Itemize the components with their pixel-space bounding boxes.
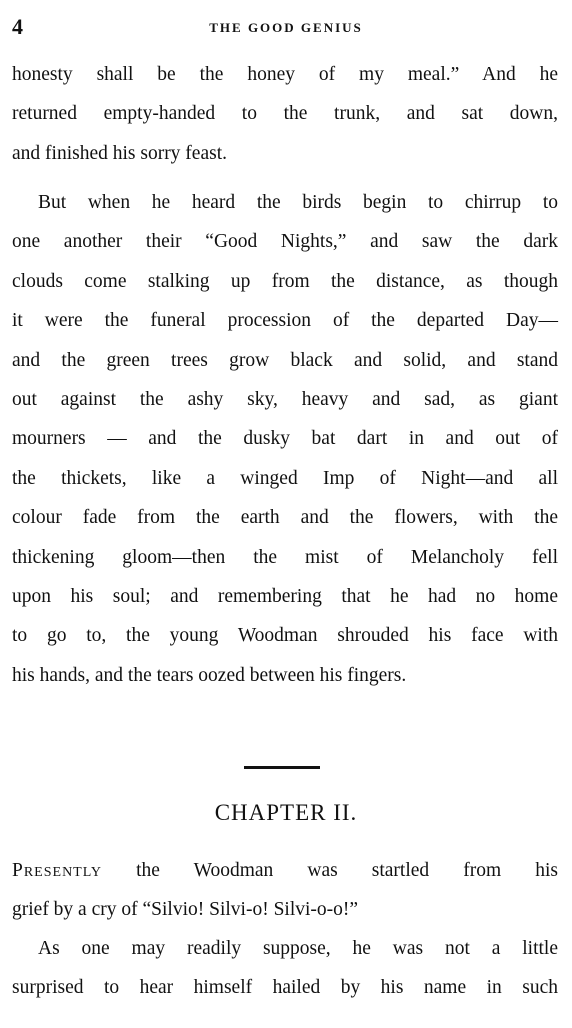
text-line: out against the ashy sky, heavy and sad, as giant [12, 389, 558, 411]
text-line: one another their “Good Nights,” and saw the dark [12, 231, 558, 253]
text-line: upon his soul; and remembering that he had no home [12, 586, 558, 608]
text-line: his hands, and the tears oozed between his fingers. [12, 664, 407, 686]
paragraph [12, 929, 558, 1008]
paragraph [12, 55, 558, 173]
text-line: colour fade from the earth and the flowers, with the [12, 507, 558, 529]
text-line: surprised to hear himself hailed by his name in such [12, 977, 558, 999]
text-line: and finished his sorry feast. [12, 142, 227, 164]
text-line: honesty shall be the honey of my meal.” And he [12, 64, 558, 85]
running-head: THE GOOD GENIUS [209, 20, 363, 35]
text-line: thickening gloom—then the mist of Melancholy fell [12, 546, 558, 568]
text-line: mourners — and the dusky bat dart in and out of [12, 428, 558, 450]
text-line: But when he heard the birds begin to chirrup to [38, 192, 558, 213]
paragraph [12, 183, 558, 695]
text-line-rest: the Woodman was startled from his [102, 860, 558, 881]
text-line: and the green trees grow black and solid, and stand [12, 349, 558, 371]
page-header [12, 14, 560, 42]
small-caps-opening-word: Presently [12, 860, 102, 881]
text-line: it were the funeral procession of the departed Day— [12, 310, 558, 332]
text-line: to go to, the young Woodman shrouded his face with [12, 625, 558, 647]
text-line: As one may readily suppose, he was not a little [38, 938, 558, 959]
text-line: the thickets, like a winged Imp of Night—and all [12, 467, 558, 489]
page-number: 4 [12, 14, 23, 39]
text-line: clouds come stalking up from the distance, as though [12, 270, 558, 292]
text-line: returned empty-handed to the trunk, and sat down, [12, 103, 558, 125]
section-divider [244, 766, 320, 769]
text-line [12, 851, 558, 890]
paragraph [12, 851, 558, 930]
text-line: grief by a cry of “Silvio! Silvi-o! Silvi-o-o!” [12, 899, 359, 921]
chapter-heading: CHAPTER II. [214, 800, 358, 825]
